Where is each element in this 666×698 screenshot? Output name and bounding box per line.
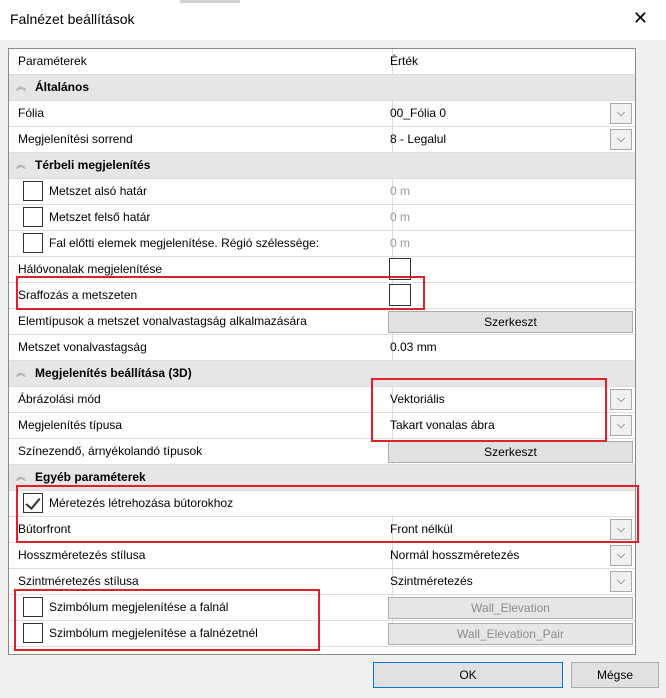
row-grid-lines	[9, 257, 635, 283]
row-label: Elemtípusok a metszet vonalvastagság alkalmazására	[18, 314, 307, 328]
row-label: Sraffozás a metszeten	[18, 288, 138, 302]
row-symbol-elev	[9, 621, 635, 647]
hatch-checkbox[interactable]	[389, 284, 411, 306]
row-front-elems	[9, 231, 635, 257]
row-label: Fal előtti elemek megjelenítése. Régió szélessége:	[49, 236, 320, 250]
collapse-chevron-icon[interactable]: ︽	[16, 472, 26, 483]
section-spatial[interactable]	[9, 153, 635, 179]
select-value: Vektoriális	[390, 392, 445, 406]
row-elem-types	[9, 309, 635, 335]
close-icon[interactable]: ✕	[632, 8, 648, 28]
shade-types-edit-button[interactable]: Szerkeszt	[388, 441, 633, 463]
sect-bottom-checkbox[interactable]	[23, 181, 43, 201]
row-line-weight	[9, 335, 635, 361]
row-shade-types	[9, 439, 635, 465]
ok-button[interactable]: OK	[373, 662, 563, 688]
elem-types-edit-button[interactable]: Szerkeszt	[388, 311, 633, 333]
collapse-chevron-icon[interactable]: ︽	[16, 160, 26, 171]
row-label: Szintméretezés stílusa	[18, 574, 139, 588]
title-bar	[0, 0, 666, 40]
row-sect-bottom	[9, 179, 635, 205]
row-label: Metszet felső határ	[49, 210, 151, 224]
row-label: Hálóvonalak megjelenítése	[18, 262, 163, 276]
symbol-elev-checkbox[interactable]	[23, 623, 43, 643]
symbol-wall-checkbox[interactable]	[23, 597, 43, 617]
header-value: Érték	[390, 54, 419, 68]
row-sect-top	[9, 205, 635, 231]
row-label: Színezendő, árnyékolandó típusok	[18, 444, 203, 458]
select-value: Normál hosszméretezés	[390, 548, 520, 562]
collapse-chevron-icon[interactable]: ︽	[16, 368, 26, 379]
cancel-button[interactable]: Mégse	[571, 662, 659, 688]
select-value: 8 - Legalul	[390, 132, 447, 146]
row-order	[9, 127, 635, 153]
row-label: Méretezés létrehozása bútorokhoz	[49, 496, 234, 510]
grid-right-edge	[636, 48, 666, 655]
section-label: Egyéb paraméterek	[35, 470, 146, 484]
grid-header	[9, 49, 635, 75]
row-len-dim-style	[9, 543, 635, 569]
chevron-down-icon[interactable]: ⌵	[610, 103, 632, 124]
row-label: Metszet vonalvastagság	[18, 340, 147, 354]
header-param: Paraméterek	[18, 54, 87, 68]
front-elems-checkbox[interactable]	[23, 233, 43, 253]
chevron-down-icon[interactable]: ⌵	[610, 389, 632, 410]
section-general[interactable]	[9, 75, 635, 101]
window-title: Falnézet beállítások	[10, 11, 135, 27]
select-value: Takart vonalas ábra	[390, 418, 495, 432]
grid-lines-checkbox[interactable]	[389, 258, 411, 280]
row-label: Szimbólum megjelenítése a falnál	[49, 600, 229, 614]
row-hatch	[9, 283, 635, 309]
section-label: Térbeli megjelenítés	[35, 158, 151, 172]
select-value: Front nélkül	[390, 522, 453, 536]
section-label: Megjelenítés beállítása (3D)	[35, 366, 192, 380]
row-display-type	[9, 413, 635, 439]
chevron-down-icon[interactable]: ⌵	[610, 545, 632, 566]
symbol-elev-button[interactable]: Wall_Elevation_Pair	[388, 623, 633, 645]
sect-top-checkbox[interactable]	[23, 207, 43, 227]
row-label: Fólia	[18, 106, 45, 120]
section-label: Általános	[35, 80, 90, 94]
collapse-chevron-icon[interactable]: ︽	[16, 82, 26, 93]
row-dimension	[9, 491, 635, 517]
row-label: Ábrázolási mód	[18, 392, 101, 406]
value-text: 0 m	[390, 184, 411, 198]
select-value: Szintméretezés	[390, 574, 473, 588]
section-display3d[interactable]	[9, 361, 635, 387]
row-furniture-front	[9, 517, 635, 543]
dimension-checkbox[interactable]	[23, 493, 43, 513]
value-text: 0.03 mm	[390, 340, 437, 354]
row-level-dim-style	[9, 569, 635, 595]
row-label: Szimbólum megjelenítése a falnézetnél	[49, 626, 258, 640]
value-text: 0 m	[390, 236, 411, 250]
row-folia	[9, 101, 635, 127]
row-label: Metszet alsó határ	[49, 184, 148, 198]
row-label: Bútorfront	[18, 522, 71, 536]
background-window-edge	[180, 0, 240, 3]
row-label: Megjelenítés típusa	[18, 418, 123, 432]
chevron-down-icon[interactable]: ⌵	[610, 519, 632, 540]
section-other[interactable]	[9, 465, 635, 491]
chevron-down-icon[interactable]: ⌵	[610, 571, 632, 592]
chevron-down-icon[interactable]: ⌵	[610, 415, 632, 436]
symbol-wall-button[interactable]: Wall_Elevation	[388, 597, 633, 619]
row-render-mode	[9, 387, 635, 413]
value-text: 0 m	[390, 210, 411, 224]
row-label: Megjelenítési sorrend	[18, 132, 133, 146]
property-grid	[8, 48, 636, 655]
select-value: 00_Fólia 0	[390, 106, 447, 120]
chevron-down-icon[interactable]: ⌵	[610, 129, 632, 150]
row-label: Hosszméretezés stílusa	[18, 548, 146, 562]
row-symbol-wall	[9, 595, 635, 621]
